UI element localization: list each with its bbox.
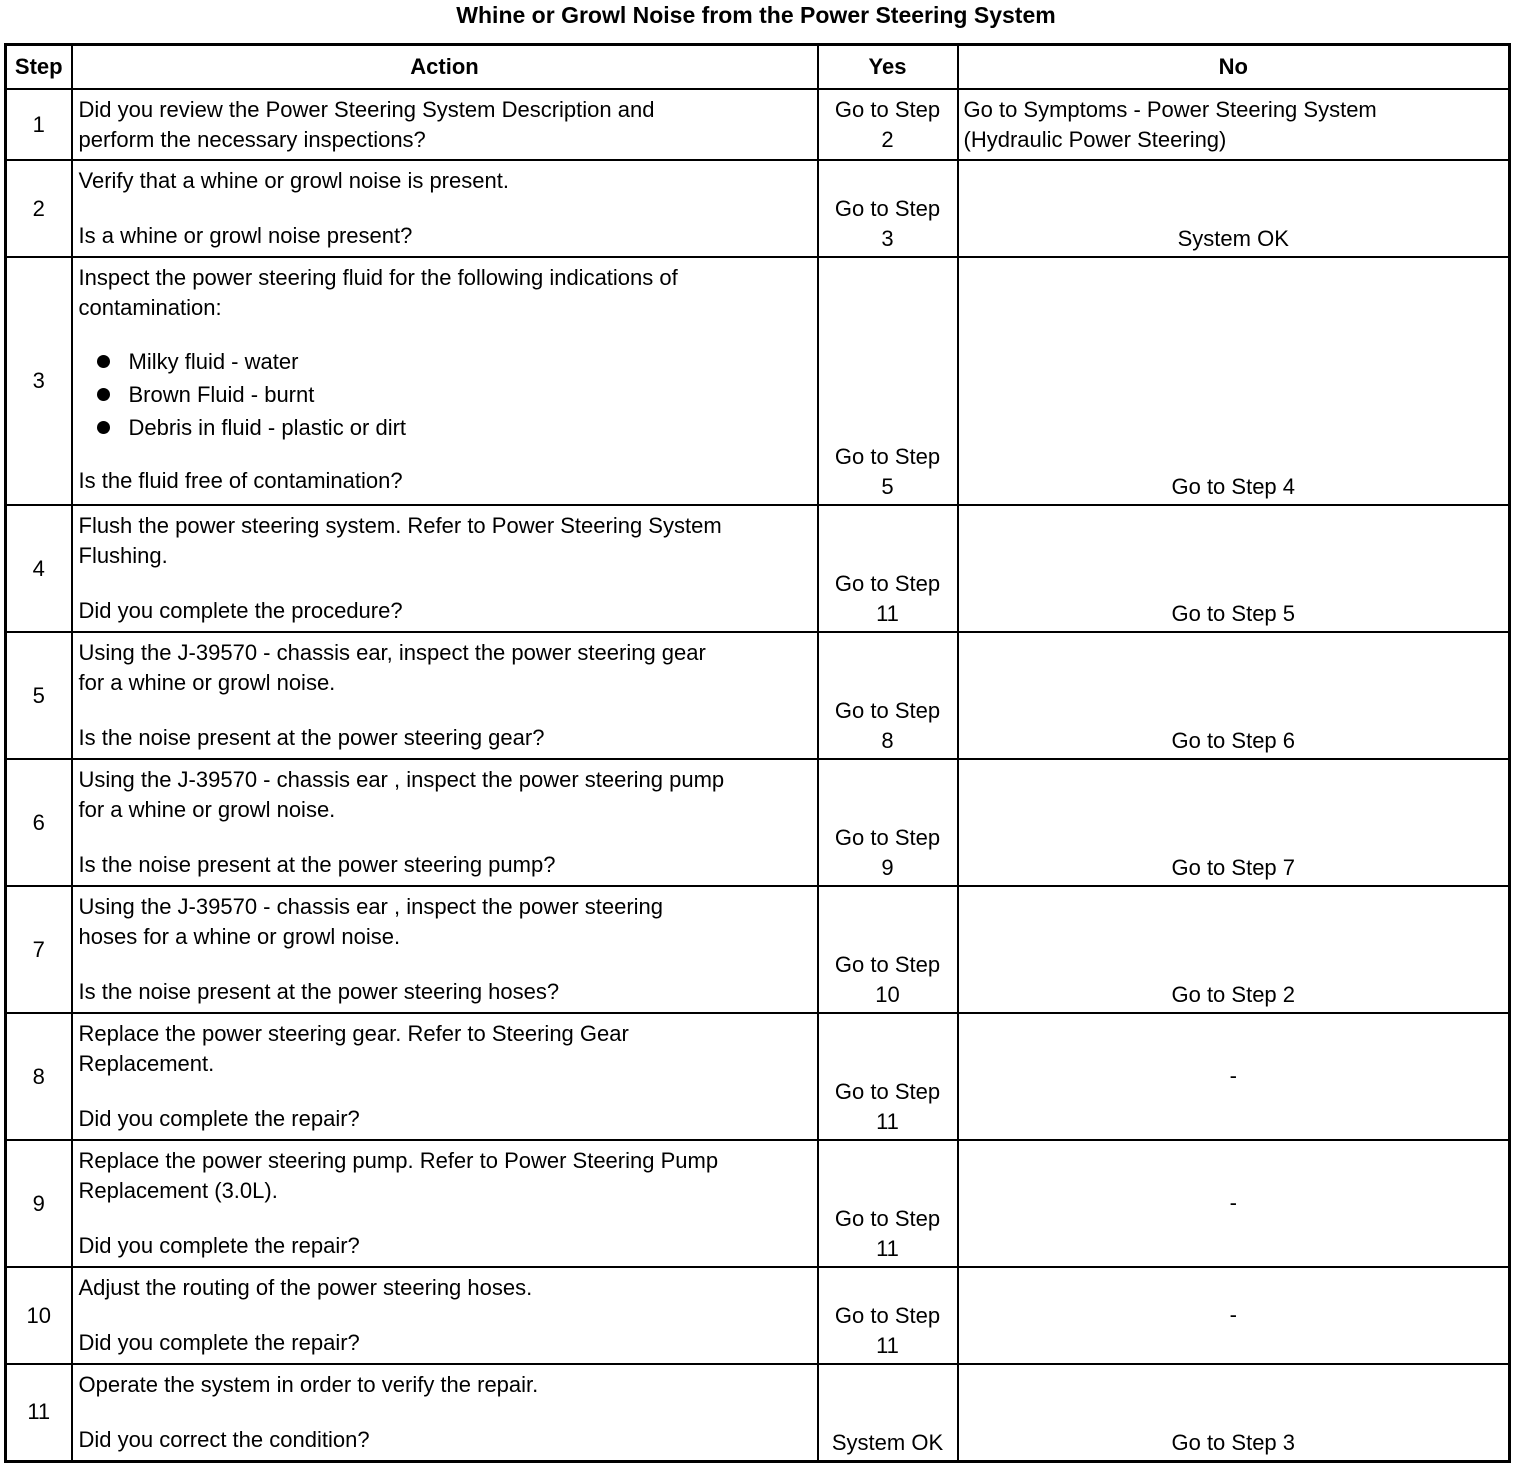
table-row <box>6 1013 1510 1140</box>
list-item-text: Milky fluid - water <box>128 349 299 374</box>
no-cell: Go to Step 4 <box>958 257 1510 505</box>
action-question: Is the noise present at the power steering pump? <box>78 852 556 877</box>
action-question: Is a whine or growl noise present? <box>78 223 413 248</box>
action-question: Did you correct the condition? <box>78 1427 370 1452</box>
yes-cell <box>818 886 958 1013</box>
yes-text: 5 <box>881 474 894 499</box>
yes-text: 11 <box>876 1236 899 1261</box>
diagnostic-table <box>4 43 1511 1463</box>
yes-text: 8 <box>881 728 894 753</box>
action-text: for a whine or growl noise. <box>78 670 336 695</box>
no-cell: Go to Step 6 <box>958 632 1510 759</box>
step-number: 8 <box>6 1013 72 1140</box>
no-cell: - <box>958 1267 1510 1364</box>
no-cell: Go to Step 2 <box>958 886 1510 1013</box>
action-text: Using the J-39570 - chassis ear , inspect the power steering pump <box>78 767 725 792</box>
action-question: Is the noise present at the power steering hoses? <box>78 979 560 1004</box>
yes-cell <box>818 1267 958 1364</box>
action-question: Is the noise present at the power steering gear? <box>78 725 545 750</box>
action-cell <box>72 1364 818 1461</box>
action-text: Using the J-39570 - chassis ear, inspect the power steering gear <box>78 640 706 665</box>
action-cell <box>72 505 818 632</box>
no-cell: Go to Step 3 <box>958 1364 1510 1461</box>
step-number: 10 <box>6 1267 72 1364</box>
action-question: Did you complete the repair? <box>78 1106 360 1131</box>
yes-text: Go to Step <box>834 1303 941 1328</box>
step-number: 4 <box>6 505 72 632</box>
no-cell: - <box>958 1140 1510 1267</box>
action-text: perform the necessary inspections? <box>78 127 426 152</box>
list-item-text: Debris in fluid - plastic or dirt <box>128 415 407 440</box>
no-cell: Go to Step 5 <box>958 505 1510 632</box>
yes-text: 11 <box>876 1109 899 1134</box>
yes-cell <box>818 632 958 759</box>
action-text: Replace the power steering pump. Refer to Power Steering Pump <box>78 1148 719 1173</box>
header-action: Action <box>72 45 818 90</box>
yes-cell <box>818 505 958 632</box>
yes-text: Go to Step <box>834 196 941 221</box>
action-cell <box>72 1267 818 1364</box>
action-cell <box>72 89 818 160</box>
action-cell <box>72 160 818 257</box>
bullet-icon <box>97 355 110 368</box>
header-step: Step <box>6 45 72 90</box>
step-number: 6 <box>6 759 72 886</box>
yes-text: 11 <box>876 1333 899 1358</box>
yes-text: 3 <box>881 226 894 251</box>
page-title: Whine or Growl Noise from the Power Steering System <box>456 2 1056 28</box>
yes-text: 9 <box>881 855 894 880</box>
action-text: Adjust the routing of the power steering hoses. <box>78 1275 533 1300</box>
yes-cell <box>818 1013 958 1140</box>
action-cell <box>72 1013 818 1140</box>
table-row <box>6 632 1510 759</box>
table-row <box>6 505 1510 632</box>
yes-cell <box>818 1140 958 1267</box>
action-cell <box>72 632 818 759</box>
no-cell <box>958 89 1510 160</box>
no-text: Go to Symptoms - Power Steering System <box>963 97 1377 122</box>
step-number: 1 <box>6 89 72 160</box>
step-number: 7 <box>6 886 72 1013</box>
list-item <box>79 345 812 378</box>
step-number: 3 <box>6 257 72 505</box>
header-no: No <box>958 45 1510 90</box>
yes-text: Go to Step <box>834 698 941 723</box>
step-number: 11 <box>6 1364 72 1461</box>
action-text: Replacement. <box>78 1051 215 1076</box>
header-yes: Yes <box>818 45 958 90</box>
table-row <box>6 160 1510 257</box>
action-text: Flushing. <box>78 543 168 568</box>
action-text: Inspect the power steering fluid for the following indications of <box>78 265 678 290</box>
action-question: Did you complete the repair? <box>78 1233 360 1258</box>
yes-cell <box>818 257 958 505</box>
action-cell <box>72 1140 818 1267</box>
no-text: (Hydraulic Power Steering) <box>963 127 1227 152</box>
table-row <box>6 759 1510 886</box>
table-row <box>6 1267 1510 1364</box>
yes-cell <box>818 160 958 257</box>
yes-cell: System OK <box>818 1364 958 1461</box>
yes-cell <box>818 89 958 160</box>
table-row <box>6 1140 1510 1267</box>
action-text: contamination: <box>78 295 222 320</box>
step-number: 9 <box>6 1140 72 1267</box>
yes-text: Go to Step <box>834 1079 941 1104</box>
yes-cell <box>818 759 958 886</box>
action-question: Did you complete the repair? <box>78 1330 360 1355</box>
yes-text: Go to Step <box>834 825 941 850</box>
table-row <box>6 257 1510 505</box>
step-number: 2 <box>6 160 72 257</box>
yes-text: 10 <box>875 982 900 1007</box>
action-question: Is the fluid free of contamination? <box>78 468 403 493</box>
yes-text: Go to Step <box>834 444 941 469</box>
action-question: Did you complete the procedure? <box>78 598 403 623</box>
step-number: 5 <box>6 632 72 759</box>
action-text: Verify that a whine or growl noise is present. <box>78 168 509 193</box>
no-cell: System OK <box>958 160 1510 257</box>
action-text: Replace the power steering gear. Refer to Steering Gear <box>78 1021 629 1046</box>
no-cell: Go to Step 7 <box>958 759 1510 886</box>
table-row <box>6 89 1510 160</box>
bullet-icon <box>97 388 110 401</box>
yes-text: Go to Step <box>834 97 941 122</box>
action-text: Flush the power steering system. Refer to Power Steering System <box>78 513 722 538</box>
action-cell <box>72 886 818 1013</box>
action-text: Did you review the Power Steering System Description and <box>78 97 655 122</box>
action-text: Replacement (3.0L). <box>78 1178 278 1203</box>
table-row <box>6 1364 1510 1461</box>
list-item <box>79 378 812 411</box>
list-item <box>79 411 812 444</box>
action-text: Operate the system in order to verify the repair. <box>78 1372 539 1397</box>
header-row <box>6 45 1510 90</box>
table-row <box>6 886 1510 1013</box>
yes-text: Go to Step <box>834 952 941 977</box>
yes-text: Go to Step <box>834 1206 941 1231</box>
action-text: Using the J-39570 - chassis ear , inspect the power steering <box>78 894 664 919</box>
action-text: hoses for a whine or growl noise. <box>78 924 401 949</box>
yes-text: 11 <box>876 601 899 626</box>
list-item-text: Brown Fluid - burnt <box>128 382 315 407</box>
action-cell <box>72 759 818 886</box>
action-cell <box>72 257 818 505</box>
action-text: for a whine or growl noise. <box>78 797 336 822</box>
yes-text: Go to Step <box>834 571 941 596</box>
bullet-icon <box>97 421 110 434</box>
contamination-list <box>79 345 812 444</box>
no-cell: - <box>958 1013 1510 1140</box>
yes-text: 2 <box>881 127 894 152</box>
